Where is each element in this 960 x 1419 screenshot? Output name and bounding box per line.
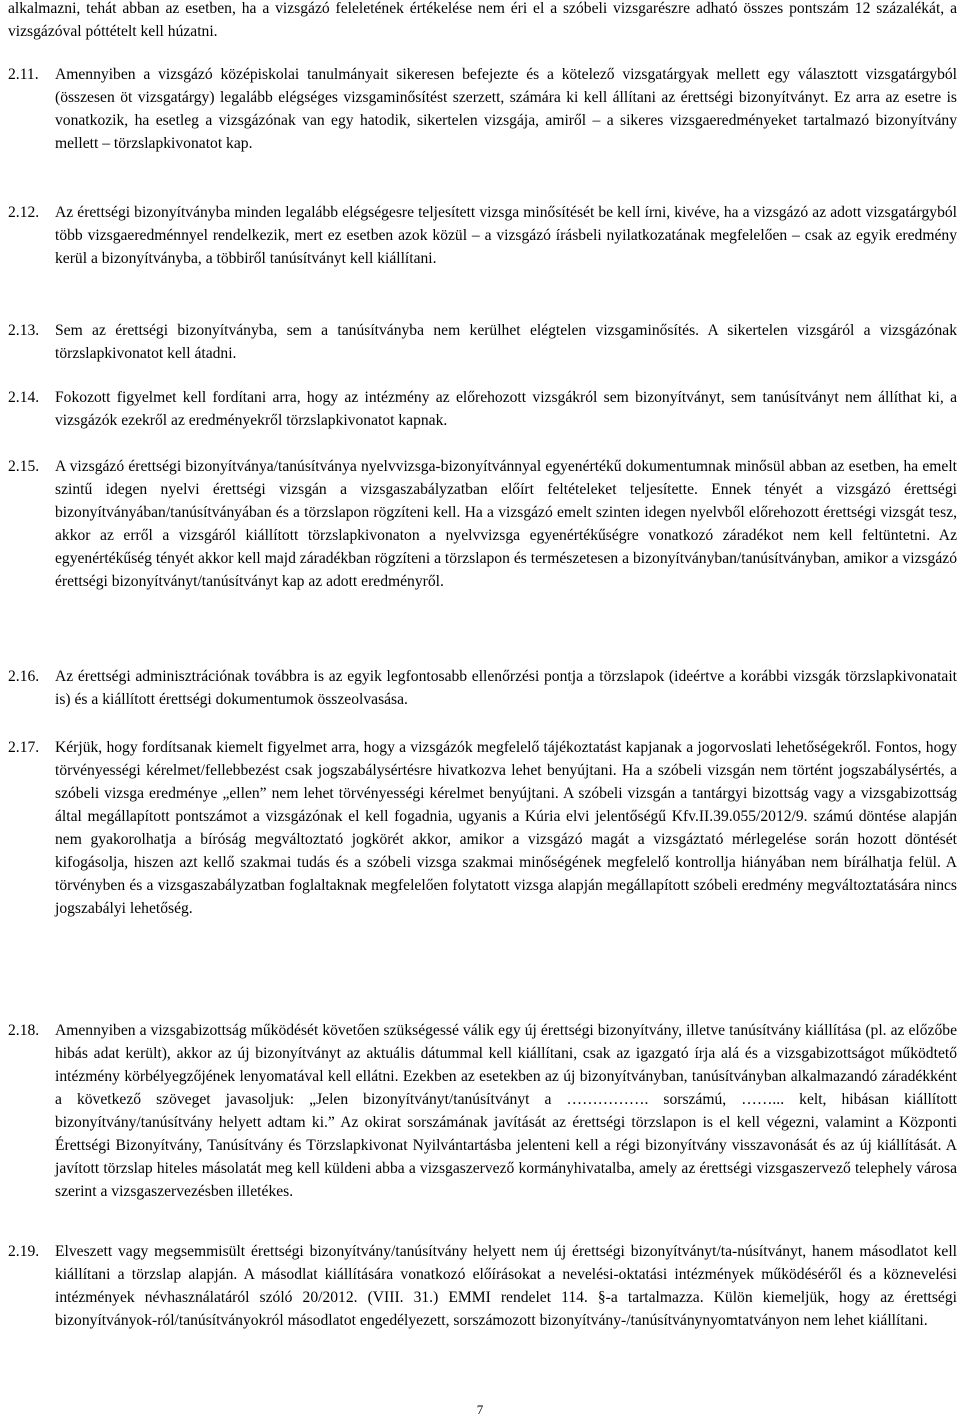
intro-paragraph: alkalmazni, tehát abban az esetben, ha a vizsgázó feleletének értékelése nem éri el a szóbeli vizsgarészre adható összes pontszám 12 százalékát, a vizsgázóval póttételt kell húzatni. <box>8 0 957 40</box>
paragraph-2-16 <box>8 665 957 711</box>
paragraph-number: 2.19. <box>8 1243 40 1260</box>
paragraph-number: 2.14. <box>8 389 40 406</box>
paragraph-number: 2.15. <box>8 458 40 475</box>
paragraph-number: 2.16. <box>8 668 40 685</box>
paragraph-number: 2.13. <box>8 322 40 339</box>
paragraph-text: Amennyiben a vizsgabizottság működését követően szükségessé válik egy új érettségi bizonyítvány, illetve tanúsítvány kiállítása (pl. az előzőbe hibás adat került), akkor az új bizonyítványt az aktuális dátummal kell kiállítani, csak az igazgató írja alá és a vizsgabizottságot működtető intézmény körbélyegzőjének lenyomatával kell ellátni. Ezekben az esetekben az új bizonyítványban, tanúsítványban alkalmazandó záradékként a következő szöveget javasoljuk: „Jelen bizonyítványt/tanúsítványt a ……………. sorszámú, ……... kelt, hibásan kiállított bizonyítvány/tanúsítvány helyett adtam ki.” Az okirat sorszámának javítását az érettségi törzslapon is el kell végezni, valamint a Központi Érettségi Bizonyítvány, Tanúsítvány és Törzslapkivonat Nyilvántartásba jelenteni kell a régi bizonyítvány visszavonását és az új kiállítását. A javított törzslap hiteles másolatát meg kell küldeni abba a vizsgaszervező kormányhivatalba, amely az érettségi vizsgaszervező telephely városa szerint a vizsgaszervezésben illetékes. <box>55 1022 957 1200</box>
paragraph-2-17 <box>8 736 957 920</box>
paragraph-text: Az érettségi bizonyítványba minden legalább elégségesre teljesített vizsga minősítését be kell írni, kivéve, ha a vizsgázó az adott vizsgatárgyból több vizsgaeredménnyel rendelkezik, mert ez esetben azok közül – a vizsgázó írásbeli nyilatkozatának megfelelően – csak az egyik eredmény kerül a bizonyítványba, a többiről tanúsítványt kell kiállítani. <box>55 204 957 267</box>
paragraph-text: Kérjük, hogy fordítsanak kiemelt figyelmet arra, hogy a vizsgázók megfelelő tájékoztatást kapjanak a jogorvoslati lehetőségekről. Fontos, hogy törvényességi kérelmet/fellebbezést csak jogszabálysértésre hivatkozva lehet benyújtani. Ha a szóbeli vizsgán nem történt jogszabálysértés, a szóbeli vizsga eredménye „ellen” nem lehet törvényességi kérelmet benyújtani. A szóbeli vizsgán a tantárgyi bizottság vagy a vizsgabizottság által megállapított pontszámot a vizsgázónak el kell fogadnia, ugyanis a Kúria elvi jelentőségű Kfv.II.39.055/2012/9. számú döntése alapján nem gyakorolhatja a bíróság megváltoztató jogkörét akkor, amikor a vizsgázó magát a vizsgáztató mérlegelése során hozott döntését kifogásolja, hiszen azt kellő szakmai tudás és a szóbeli vizsga szakmai minőségének megfelelő kontrollja hiányában nem bírálhatja felül. A törvényben és a vizsgaszabályzatban foglaltaknak megfelelően folytatott vizsga alapján megállapított szóbeli eredmény megváltoztatására nincs jogszabályi lehetőség. <box>55 739 957 917</box>
paragraph-2-11 <box>8 63 957 155</box>
paragraph-text: Sem az érettségi bizonyítványba, sem a tanúsítványba nem kerülhet elégtelen vizsgaminősítés. A sikertelen vizsgáról a vizsgázónak törzslapkivonatot kell átadni. <box>55 322 957 362</box>
paragraph-text: Amennyiben a vizsgázó középiskolai tanulmányait sikeresen befejezte és a kötelező vizsgatárgyak mellett egy választott vizsgatárgyból (összesen öt vizsgatárgy) legalább elégséges vizsgaminősítést szerzett, számára ki kell állítani az érettségi bizonyítványt. Ez arra az esetre is vonatkozik, ha esetleg a vizsgázónak van egy hatodik, sikertelen vizsgája, amiről – a sikeres vizsgaeredményeket tartalmazó bizonyítvány mellett – törzslapkivonatot kap. <box>55 66 957 152</box>
paragraph-number: 2.18. <box>8 1022 40 1039</box>
paragraph-text: A vizsgázó érettségi bizonyítványa/tanúsítványa nyelvvizsga-bizonyítvánnyal egyenértékű dokumentumnak minősül abban az esetben, ha emelt szintű idegen nyelvi érettségi vizsgán a vizsgaszabályzatban előírt feltételeket teljesítette. Ennek tényét a vizsgázó érettségi bizonyítványában/tanúsítványában és a törzslapon rögzíteni kell. Ha a vizsgázó emelt szinten idegen nyelvből előrehozott érettségi vizsgát tesz, akkor az erről a vizsgáról kiállított törzslapkivonaton a nyelvvizsga egyenértékűségre vonatkozó záradékot nem kell feltüntetni. Az egyenértékűség tényét akkor kell majd záradékban rögzíteni a törzslapon és természetesen a bizonyítványban/tanúsítványban, amikor a vizsgázó érettségi bizonyítványt/tanúsítványt kap az adott eredményről. <box>55 458 957 590</box>
paragraph-2-13 <box>8 319 957 365</box>
paragraph-text: Elveszett vagy megsemmisült érettségi bizonyítvány/tanúsítvány helyett nem új érettségi bizonyítványt/ta-núsítványt, hanem másodlatot kell kiállítani a törzslap alapján. A másodlat kiállítására vonatkozó előírásokat a nevelési-oktatási intézmények működéséről és a köznevelési intézmények névhasználatáról szóló 20/2012. (VIII. 31.) EMMI rendelet 114. §-a tartalmazza. Külön kiemeljük, hogy az érettségi bizonyítványok-ról/tanúsítványokról másodlatot engedélyezett, sorszámozott bizonyítvány-/tanúsítványnyomtatványon nem lehet kiállítani. <box>55 1243 957 1329</box>
paragraph-number: 2.11. <box>8 66 39 83</box>
paragraph-text: Fokozott figyelmet kell fordítani arra, hogy az intézmény az előrehozott vizsgákról sem bizonyítványt, sem tanúsítványt nem állíthat ki, a vizsgázók ezekről az eredményekről törzslapkivonatot kapnak. <box>55 389 957 429</box>
paragraph-text: Az érettségi adminisztrációnak továbbra is az egyik legfontosabb ellenőrzési pontja a törzslapok (ideértve a korábbi vizsgák törzslapkivonatait is) és a kiállított érettségi dokumentumok összeolvasása. <box>55 668 957 708</box>
paragraph-2-15 <box>8 455 957 593</box>
paragraph-2-12 <box>8 201 957 270</box>
page-number: 7 <box>476 1402 484 1417</box>
paragraph-2-19 <box>8 1240 957 1332</box>
paragraph-number: 2.12. <box>8 204 40 221</box>
paragraph-2-18 <box>8 1019 957 1203</box>
paragraph-number: 2.17. <box>8 739 40 756</box>
paragraph-2-14 <box>8 386 957 432</box>
